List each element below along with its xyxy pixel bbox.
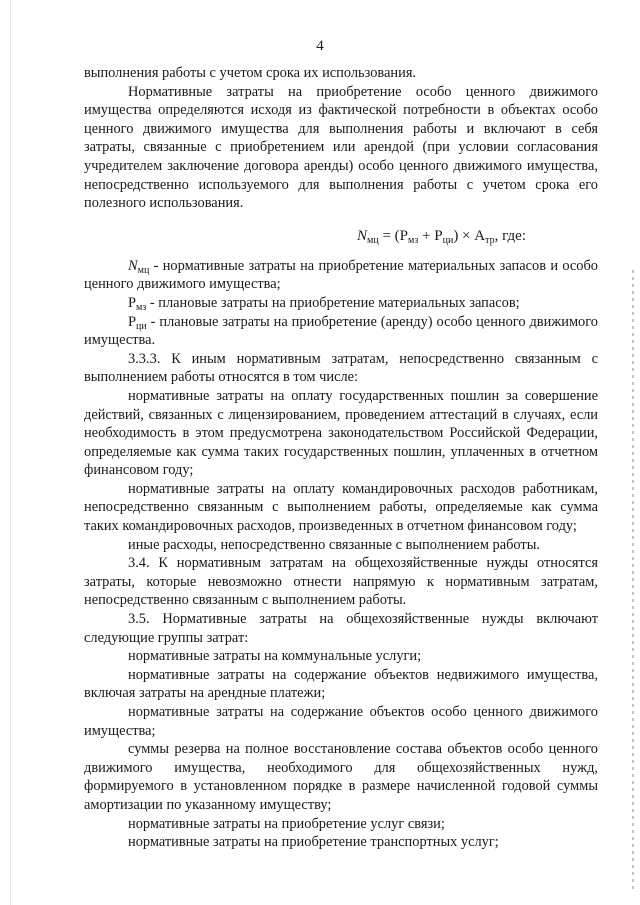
formula-subscript: мз	[408, 234, 419, 246]
paragraph: нормативные затраты на оплату государственных пошлин за совершение действий, связанных с лицензированием, проведением аттестаций в случаях, если необходимость в этом предусмотрена законодательством Российской Федерации, определяемые как сумма таких государственных пошлин, уплаченных в отчетном финансовом году;	[84, 387, 598, 479]
definition-symbol: P	[128, 313, 137, 330]
formula-operator: = (	[378, 227, 400, 244]
definition-text: - нормативные затраты на приобретение материальных запасов и особо ценного движимого имущества;	[84, 257, 598, 293]
formula-tail: , где:	[494, 227, 526, 244]
document-body	[84, 64, 598, 852]
formula-symbol: N	[357, 227, 368, 244]
definition-subscript: мц	[137, 264, 150, 276]
definition-subscript: ци	[136, 320, 147, 332]
page-edge-right	[632, 270, 634, 890]
paragraph: иные расходы, непосредственно связанные с выполнением работы.	[128, 536, 540, 553]
formula-subscript: тр	[485, 234, 495, 246]
formula-subscript: ци	[442, 234, 454, 246]
definition-p-mz	[84, 294, 598, 313]
paragraph: Нормативные затраты на приобретение особо ценного движимого имущества определяются исходя из фактической потребности в объектах особо ценного движимого имущества для выполнения работы и включают в себя затраты, связанные с приобретением или арендой (при условии согласования учредителем заключение договора аренды) особо ценного движимого имущества, непосредственно используемого для выполнения работы с учетом срока его полезного использования.	[84, 83, 598, 212]
formula	[84, 225, 598, 247]
definition-subscript: мз	[136, 301, 147, 313]
formula-symbol: P	[434, 227, 443, 244]
formula-subscript: мц	[367, 234, 379, 246]
definition-text: - плановые затраты на приобретение (аренду) особо ценного движимого имущества.	[84, 313, 598, 349]
page-number: 4	[316, 38, 324, 54]
paragraph: нормативные затраты на оплату командировочных расходов работникам, непосредственно связанным с выполнением работы, определяемые как сумма таких командировочных расходов, произведенных в отчетном финансовом году;	[84, 480, 598, 535]
formula-operator: +	[418, 227, 435, 244]
definition-symbol: P	[128, 294, 137, 311]
definition-n-mc	[84, 257, 598, 294]
paragraph: суммы резерва на полное восстановление состава объектов особо ценного движимого имущества, необходимого для общехозяйственных нужд, формируемого в установленном порядке в размере начисленной годовой суммы амортизации по указанному имуществу;	[84, 741, 598, 813]
definition-text: - плановые затраты на приобретение материальных запасов;	[146, 294, 520, 311]
paragraph: нормативные затраты на приобретение услуг связи;	[128, 815, 445, 832]
paragraph: 3.3.3. К иным нормативным затратам, непосредственно связанным с выполнением работы относятся в том числе:	[84, 350, 598, 386]
paragraph: 3.4. К нормативным затратам на общехозяйственные нужды относятся затраты, которые невозможно отнести напрямую к нормативным затратам, непосредственно связанным с выполнением работы.	[84, 555, 598, 609]
definition-p-ci	[84, 313, 598, 350]
paragraph: 3.5. Нормативные затраты на общехозяйственные нужды включают следующие группы затрат:	[84, 611, 598, 646]
paragraph: нормативные затраты на содержание объектов недвижимого имущества, включая затраты на арендные платежи;	[84, 666, 598, 702]
paragraph: выполнения работы с учетом срока их использования.	[84, 65, 417, 81]
definition-symbol: N	[128, 257, 138, 274]
paragraph: нормативные затраты на содержание объектов особо ценного движимого имущества;	[84, 704, 598, 739]
paragraph: нормативные затраты на коммунальные услуги;	[128, 648, 422, 665]
formula-symbol: P	[399, 227, 409, 244]
page-edge-left	[10, 0, 11, 905]
paragraph: нормативные затраты на приобретение транспортных услуг;	[128, 834, 499, 851]
formula-operator: ) ×	[453, 227, 475, 244]
formula-symbol: A	[474, 227, 486, 244]
